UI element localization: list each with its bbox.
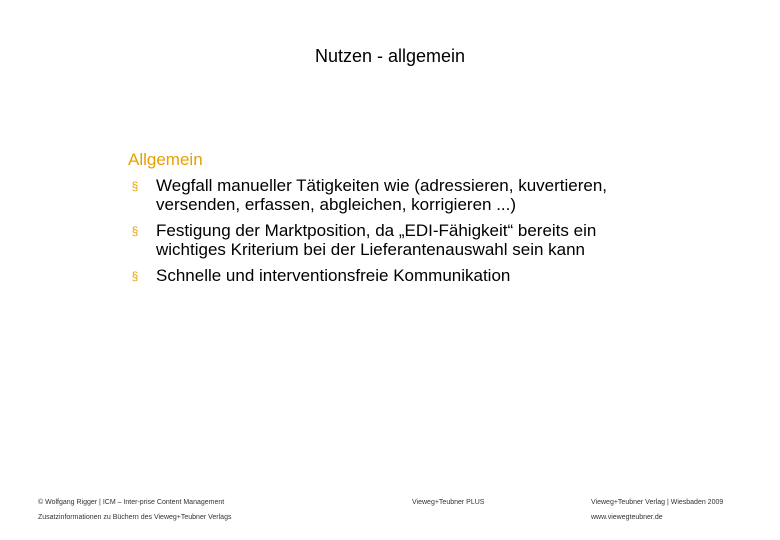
section-sign-bullet-icon: § xyxy=(131,268,139,283)
list-item xyxy=(128,221,608,260)
footer-copyright xyxy=(38,495,231,525)
footer-series xyxy=(412,495,484,510)
section-sign-bullet-icon: § xyxy=(131,223,139,238)
section-heading: Allgemein xyxy=(128,150,203,169)
list-item xyxy=(128,176,608,215)
bullet-list xyxy=(128,176,608,286)
footer-publisher-line: Vieweg+Teubner Verlag | Wiesbaden 2009 xyxy=(591,499,724,506)
footer-info-line: Zusatzinformationen zu Büchern des Vieweg+Teubner Verlags xyxy=(38,514,232,521)
footer-website-link[interactable]: www.viewegteubner.de xyxy=(591,514,663,521)
footer-publisher xyxy=(591,495,723,525)
footer-copyright-line: © Wolfgang Rigger | ICM – Inter-prise Content Management xyxy=(38,499,225,506)
list-item xyxy=(128,266,608,286)
slide-title: Nutzen - allgemein xyxy=(314,46,466,66)
bullet-text: Festigung der Marktposition, da „EDI-Fähigkeit“ bereits ein wichtiges Kriterium bei der Lieferantenauswahl sein kann xyxy=(156,220,597,259)
section-sign-bullet-icon: § xyxy=(131,178,139,193)
bullet-text: Wegfall manueller Tätigkeiten wie (adressieren, kuvertieren, versenden, erfassen, abgleichen, korrigieren ...) xyxy=(156,175,608,214)
bullet-text: Schnelle und interventionsfreie Kommunikation xyxy=(156,265,511,285)
footer-series-label: Vieweg+Teubner PLUS xyxy=(412,499,485,506)
slide-content xyxy=(128,150,608,285)
